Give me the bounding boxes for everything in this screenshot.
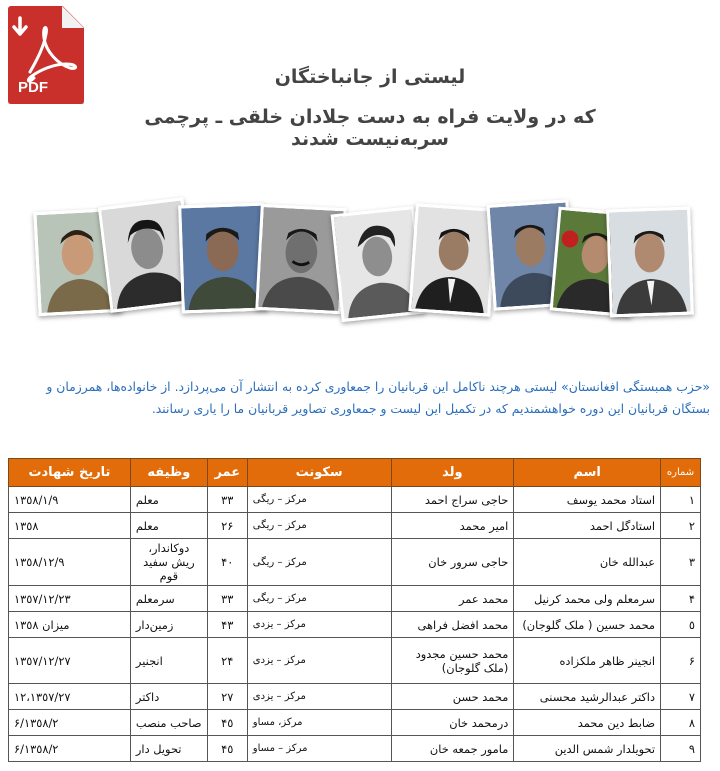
table-row [9,684,701,710]
cell-name: داکتر عبدالرشید محسنی [514,684,661,710]
cell-father: محمد عمر [391,586,514,612]
cell-number: ٩ [661,736,701,762]
pdf-label: PDF [18,79,48,96]
cell-age: ٣٣ [207,487,247,513]
cell-name: انجینر ظاهر ملکزاده [514,638,661,684]
cell-date: ١٢،١٣٥٧/٢٧ [9,684,131,710]
cell-age: ٢۶ [207,513,247,539]
cell-name: سرمعلم ولی محمد کرنیل [514,586,661,612]
cell-father: مامور جمعه خان [391,736,514,762]
page-title: لیستی از جانباختگان [274,66,466,88]
cell-occupation: انجنیر [130,638,207,684]
cell-occupation: تحویل دار [130,736,207,762]
cell-occupation: معلم [130,487,207,513]
cell-occupation: صاحب منصب [130,710,207,736]
page-subtitle: که در ولایت فراه به دست جلادان خلقی ـ پرچمی سربه‌نیست شدند [144,106,596,150]
cell-age: ۴٠ [207,539,247,586]
cell-number: ٥ [661,612,701,638]
cell-residence: مرکز، مساو [247,710,391,736]
header-father: ولد [391,459,514,487]
cell-date: ١٣٥٨/٢/۶ [9,736,131,762]
cell-number: ٣ [661,539,701,586]
cell-residence: مرکز – ریگی [247,586,391,612]
table-row [9,513,701,539]
cell-residence: مرکز – ریگی [247,487,391,513]
table-row [9,487,701,513]
cell-father: محمد حسن [391,684,514,710]
cell-date: ١٣٥٧/١٢/٢٣ [9,586,131,612]
cell-occupation: زمین‌دار [130,612,207,638]
table-row [9,736,701,762]
cell-name: عبدالله خان [514,539,661,586]
header-age: عمر [207,459,247,487]
victim-photo [606,207,694,318]
cell-residence: مرکز – یزدی [247,684,391,710]
cell-number: ٧ [661,684,701,710]
header-residence: سکونت [247,459,391,487]
cell-age: ٢٧ [207,684,247,710]
cell-date: ١٣٥٨/١/٩ [9,487,131,513]
cell-residence: مرکز – یزدی [247,638,391,684]
victims-table [8,458,701,762]
pdf-download-icon[interactable] [8,6,84,104]
cell-residence: مرکز – ریگی [247,513,391,539]
cell-occupation: داکتر [130,684,207,710]
cell-name: ضابط دین محمد [514,710,661,736]
cell-age: ۴٥ [207,710,247,736]
intro-paragraph: «حزب همبستگی افغانستان» لیستی هرچند ناکامل این قربانیان را جمعاوری کرده به انتشار آن می‌پردازد. از خانواده‌ها، همرزمان و بستگان قربانیان این دوره خواهشمندیم که در تکمیل این لیست و جمعاوری تصاویر قربانیان ما را یاری رسانند. [46,379,710,416]
table-row [9,612,701,638]
victims-photo-collage [34,198,694,328]
cell-occupation: سرمعلم [130,586,207,612]
cell-name: استاد محمد یوسف [514,487,661,513]
cell-residence: مرکز – مساو [247,736,391,762]
header-number: شماره [661,459,701,487]
cell-date: ١٣٥٨/٢/۶ [9,710,131,736]
cell-age: ٣٣ [207,586,247,612]
cell-number: ٢ [661,513,701,539]
header-martyrdom-date: تاریخ شهادت [9,459,131,487]
cell-date: ١٣٥٧/١٢/٢٧ [9,638,131,684]
cell-number: ١ [661,487,701,513]
header-occupation: وظیفه [130,459,207,487]
cell-age: ۴٥ [207,736,247,762]
cell-age: ۴٣ [207,612,247,638]
cell-father: حاجی سرور خان [391,539,514,586]
cell-date: ١٣٥٨/١٢/٩ [9,539,131,586]
cell-number: ۶ [661,638,701,684]
table-row [9,586,701,612]
cell-father: حاجی سراج احمد [391,487,514,513]
cell-father: درمحمد خان [391,710,514,736]
table-row [9,539,701,586]
cell-number: ۴ [661,586,701,612]
victim-photo [178,203,268,314]
table-row [9,710,701,736]
cell-occupation: معلم [130,513,207,539]
header-name: اسم [514,459,661,487]
cell-name: تحویلدار شمس الدین [514,736,661,762]
cell-name: محمد حسین ( ملک گلوجان) [514,612,661,638]
cell-age: ٢۴ [207,638,247,684]
cell-father: امیر محمد [391,513,514,539]
cell-father: محمد حسین مجدود (ملک گلوجان) [391,638,514,684]
cell-date: ١٣٥٨ [9,513,131,539]
cell-name: استادگل احمد [514,513,661,539]
cell-number: ٨ [661,710,701,736]
cell-date: میزان ١٣٥٨ [9,612,131,638]
cell-residence: مرکز – ریگی [247,539,391,586]
cell-father: محمد افضل فراهی [391,612,514,638]
victim-photo [408,203,497,316]
cell-occupation: دوکاندار، ریش سفید قوم [130,539,207,586]
cell-residence: مرکز – یزدی [247,612,391,638]
table-header-row [9,459,701,487]
table-row [9,638,701,684]
